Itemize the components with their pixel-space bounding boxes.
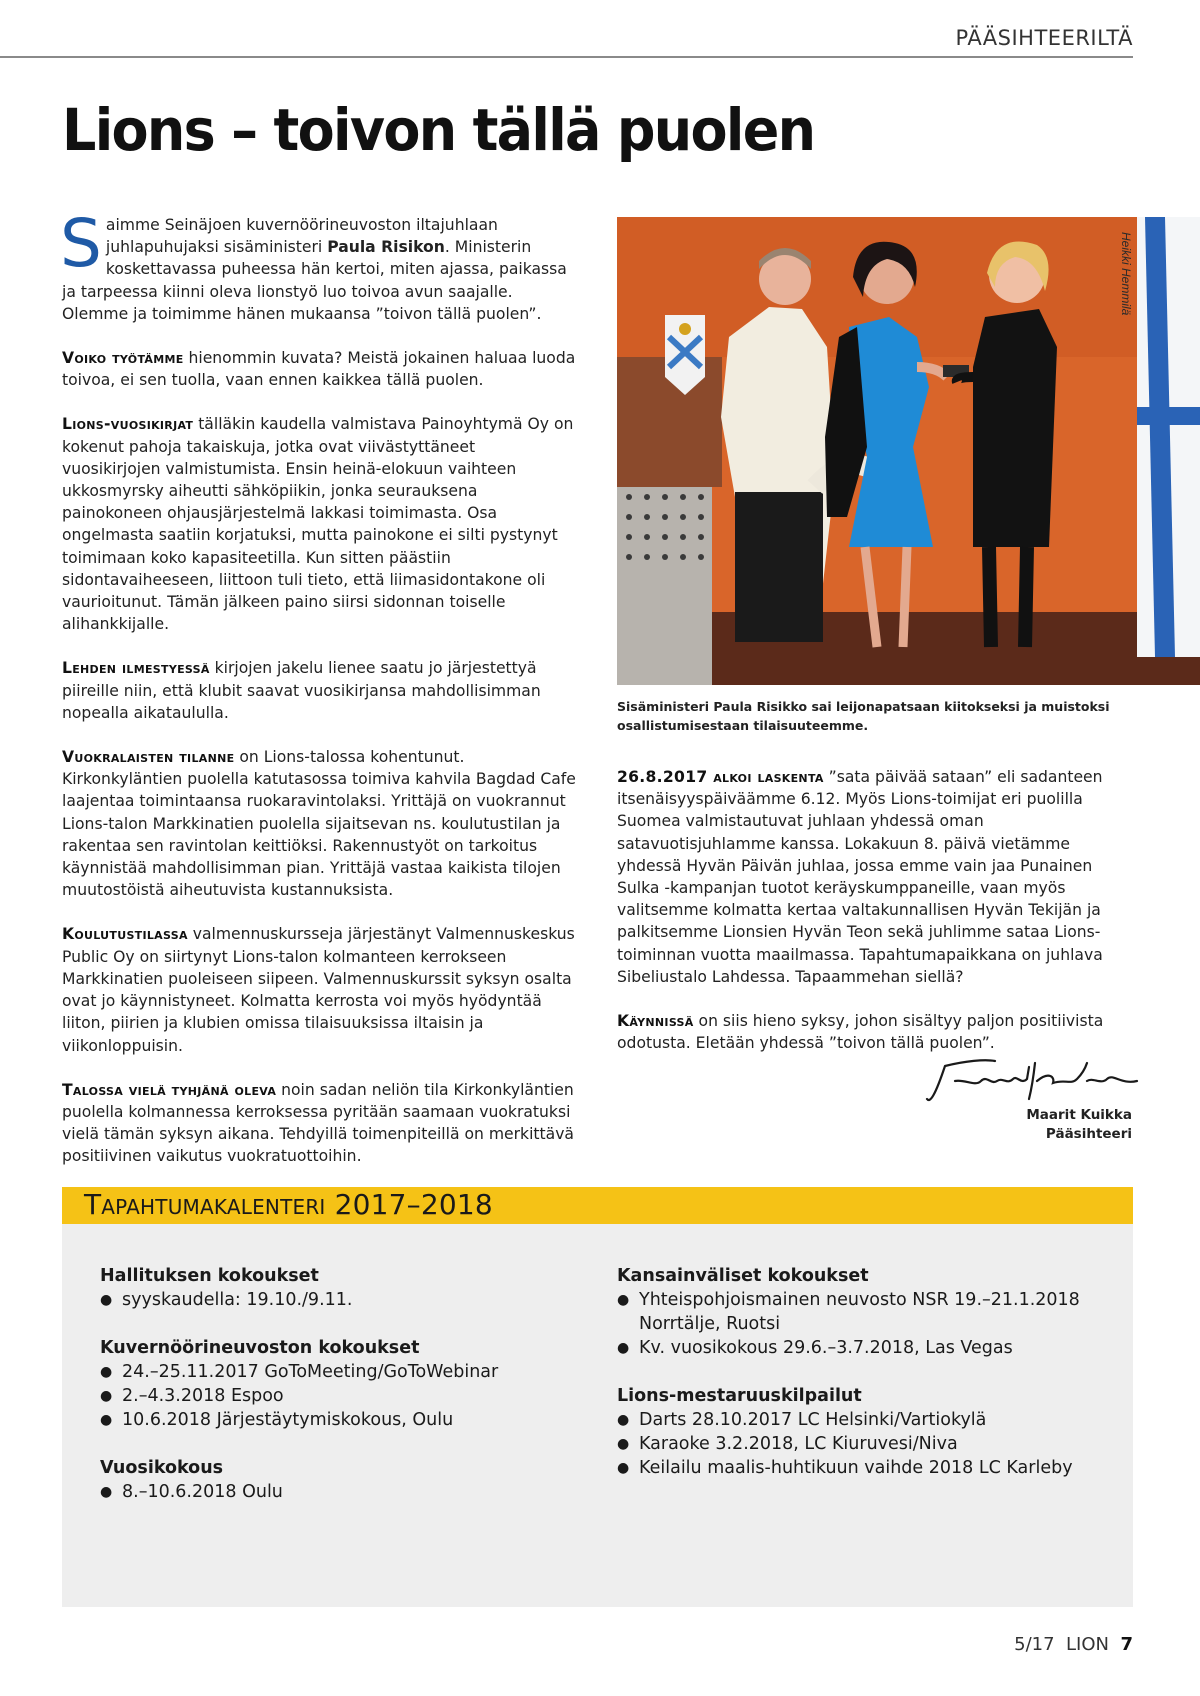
paragraph-text: tälläkin kaudella valmistava Painoyhtymä Oy on kokenut pahoja takaiskuja, jotka ovat viivästyttäneet vuosikirjojen valmistumista. Ensin heinä-elokuun vaihteen ukkosmyrsky aiheutti sähköpiikin, jonka seurauksena painokoneen ohjausjärjestelmä lakkasi toimimasta. Osa ongelmasta saatiin korjatuksi, mutta painokone ei silti pystynyt toimimaan koko kapasiteetilla. Kun sitten päästiin sidontavaiheeseen, liittoon tuli tieto, että liimasidontakone oli vaurioitunut. Tämän jälkeen paino siirsi sidonnan toiselle alihankkijalle.: [62, 415, 574, 634]
paragraph-lead: Talossa vielä tyhjänä oleva: [62, 1080, 277, 1099]
article-paragraph: [62, 1079, 577, 1168]
paragraph-text: kirjojen jakelu lienee saatu jo järjestettyä piireille niin, että klubit saavat vuosikirjansa mahdollisimman nopealla aikataululla.: [62, 659, 541, 722]
intro-paragraph: [60, 205, 577, 325]
photo-credit: Heikki Hemmilä: [1119, 232, 1133, 316]
calendar-group: [100, 1336, 600, 1432]
paragraph-lead: Voiko työtämme: [62, 349, 184, 368]
section-label: PÄÄSIHTEERILTÄ: [955, 26, 1133, 50]
article-paragraph: [62, 413, 577, 635]
calendar-group-heading: Hallituksen kokoukset: [100, 1266, 319, 1286]
calendar-item: ● Karaoke 3.2.2018, LC Kiuruvesi/Niva: [617, 1432, 1117, 1456]
calendar-item: ● 2.–4.3.2018 Espoo: [100, 1384, 600, 1408]
paragraph-text: on Lions-talossa kohentunut. Kirkonkyläntien puolella katutasossa toimiva kahvila Bagdad Cafe laajentaa toimintaansa ruokaravintolaksi. Yrittäjä on vuokrannut Lions-talon Markkinatien puolella sijaitsevan ns. koulutustilan ja rakentaa sen ravintolan keittiöksi. Rakennustyöt on tarkoitus käynnistää mahdollisimman pian. Yrittäjä vastaa kaikista tilojen muutostöistä aiheutuvista kustannuksista.: [62, 748, 576, 900]
issue-number: 5/17: [1014, 1634, 1055, 1655]
calendar-group-heading: Vuosikokous: [100, 1458, 224, 1478]
article-photo: [617, 217, 1200, 685]
paragraph-lead: Vuokralaisten tilanne: [62, 748, 235, 767]
article-paragraph: [617, 1010, 1137, 1054]
calendar-item: ● Yhteispohjoismainen neuvosto NSR 19.–21.1.2018 Norrtälje, Ruotsi: [617, 1288, 1117, 1336]
paragraph-text: valmennuskursseja järjestänyt Valmennuskeskus Public Oy on siirtynyt Lions-talon kolmanteen kerrokseen Markkinatien puoleiseen siipeen. Valmennuskurssit syksyn osalta ovat jo käynnistyneet. Kolmatta kerrosta voi myös hyödyntää liiton, piirien ja klubien omissa tilaisuuksissa iltaisin ja viikonloppuisin.: [62, 925, 575, 1055]
paragraph-text: ”sata päivää sataan” eli sadanteen itsenäisyyspäiväämme 6.12. Myös Lions-toimijat eri puolilla Suomea valmistautuvat juhlaan yhdessä oman satavuotisjuhlamme kanssa. Lokakuun 8. päivä vietämme yhdessä Hyvän Päivän juhlaa, jossa emme vain jaa Punainen Sulka -kampanjan tuotot keräyskumppaneille, vaan myös valitsemme kolmatta kertaa valtakunnallisen Hyvän Tekijän ja palkitsemme Lionsien Hyvän Teon sekä juhlimme sataa Lions-toiminnan vuotta maailmassa. Tapahtumapaikkana on juhlava Sibeliustalo Lahdessa. Tapaammehan siellä?: [617, 768, 1103, 986]
calendar-item: ● syyskaudella: 19.10./9.11.: [100, 1288, 600, 1312]
paragraph-lead: Lions-vuosikirjat: [62, 415, 194, 434]
calendar-group-heading: Kuvernöörineuvoston kokoukset: [100, 1338, 420, 1358]
paragraph-lead: 26.8.2017 alkoi laskenta: [617, 768, 824, 786]
article-paragraph: [62, 923, 577, 1056]
page-footer: [1014, 1634, 1133, 1655]
intro-name: Paula Risikon: [327, 238, 445, 257]
signer-title: Pääsihteeri: [1045, 1126, 1132, 1142]
intro-tail: . Ministerin koskettavassa puheessa hän kertoi, miten ajassa, paikassa ja tarpeessa kiinni oleva lionstyö luo toivoa avun saajalle. Olemme ja toimimme hänen mukaansa ”toivon tällä puolen”.: [62, 238, 567, 323]
signature-block: [1026, 1106, 1132, 1144]
intro-text: aimme Seinäjoen kuvernöörineuvoston iltajuhlaan juhlapuhujaksi sisäministeri: [105, 216, 498, 257]
article-paragraph: [62, 347, 577, 391]
paragraph-lead: Lehden ilmestyessä: [62, 659, 210, 678]
signature-image: [925, 1051, 1140, 1111]
paragraph-lead: Koulutustilassa: [62, 925, 188, 944]
article-paragraph: [617, 766, 1137, 988]
paragraph-text: hienommin kuvata? Meistä jokainen haluaa luoda toivoa, ei sen tuolla, vaan ennen kaikkea tällä puolen.: [62, 349, 576, 390]
calendar-item: ● Kv. vuosikokous 29.6.–3.7.2018, Las Vegas: [617, 1336, 1117, 1360]
article-paragraph: [62, 746, 577, 901]
calendar-left-column: [100, 1264, 600, 1528]
right-column: [617, 766, 1137, 1076]
page-number: 7: [1120, 1634, 1133, 1655]
calendar-list: [100, 1288, 600, 1312]
calendar-group-heading: Lions-mestaruuskilpailut: [617, 1386, 862, 1406]
calendar-group-heading: Kansainväliset kokoukset: [617, 1266, 869, 1286]
calendar-list: [617, 1288, 1117, 1360]
calendar-group: [100, 1264, 600, 1312]
dropcap: S: [60, 205, 102, 282]
paragraph-text: on siis hieno syksy, johon sisältyy paljon positiivista odotusta. Eletään yhdessä ”toivon tällä puolen”.: [617, 1012, 1104, 1053]
article-paragraph: [62, 657, 577, 724]
calendar-item: ● Keilailu maalis-huhtikuun vaihde 2018 LC Karleby: [617, 1456, 1117, 1480]
calendar-title: Tapahtumakalenteri 2017–2018: [84, 1188, 493, 1221]
calendar-group: [617, 1384, 1117, 1480]
calendar-item: ● 24.–25.11.2017 GoToMeeting/GoToWebinar: [100, 1360, 600, 1384]
magazine-name: LION: [1066, 1634, 1110, 1655]
signer-name: Maarit Kuikka: [1026, 1107, 1132, 1123]
paragraph-lead: Käynnissä: [617, 1012, 694, 1031]
calendar-group: [100, 1456, 600, 1504]
left-paragraphs: [62, 347, 577, 1168]
article-title: Lions – toivon tällä puolen: [62, 96, 815, 164]
calendar-group: [617, 1264, 1117, 1360]
paragraph-text: noin sadan neliön tila Kirkonkyläntien puolella kolmannessa kerroksessa pyritään saamaan vuokratuksi vielä tämän syksyn aikana. Tehdyillä toimenpiteillä on merkittävä positiivinen vaikutus vuokratuottoihin.: [62, 1080, 574, 1166]
calendar-list: [100, 1360, 600, 1432]
calendar-item: ● Darts 28.10.2017 LC Helsinki/Vartiokylä: [617, 1408, 1117, 1432]
right-paragraphs: [617, 766, 1137, 1054]
calendar-item: ● 10.6.2018 Järjestäytymiskokous, Oulu: [100, 1408, 600, 1432]
top-rule: [0, 56, 1133, 58]
calendar-list: [100, 1480, 600, 1504]
left-column: [60, 205, 577, 1190]
calendar-item: ● 8.–10.6.2018 Oulu: [100, 1480, 600, 1504]
calendar-list: [617, 1408, 1117, 1480]
photo-caption: Sisäministeri Paula Risikko sai leijonapatsaan kiitokseksi ja muistoksi osallistumisestaan tilaisuuteemme.: [617, 699, 1110, 733]
calendar-right-column: [617, 1264, 1117, 1504]
